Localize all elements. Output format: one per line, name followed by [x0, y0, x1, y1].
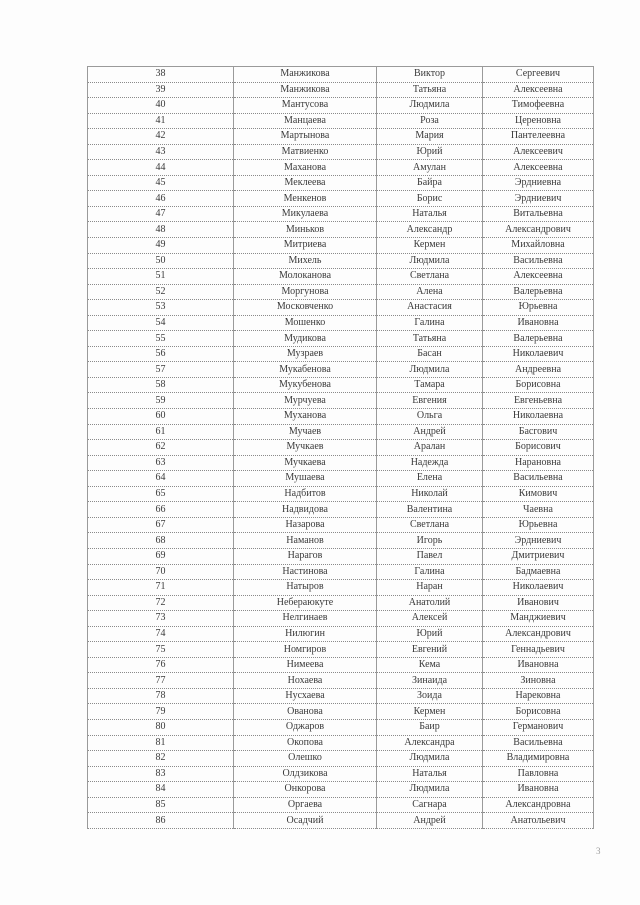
row-number-cell: 39 [88, 82, 234, 98]
first-name-cell: Кермен [377, 704, 483, 720]
last-name-cell: Манжикова [234, 82, 377, 98]
patronymic-cell: Бадмаевна [483, 564, 594, 580]
row-number-cell: 62 [88, 440, 234, 456]
patronymic-cell: Алексеевич [483, 144, 594, 160]
row-number-cell: 44 [88, 160, 234, 176]
last-name-cell: Надбитов [234, 486, 377, 502]
table-row [88, 782, 594, 798]
patronymic-cell: Эрдниевич [483, 191, 594, 207]
first-name-cell: Виктор [377, 67, 483, 83]
patronymic-cell: Витальевна [483, 206, 594, 222]
first-name-cell: Анастасия [377, 300, 483, 316]
table-row [88, 611, 594, 627]
last-name-cell: Молоканова [234, 269, 377, 285]
row-number-cell: 77 [88, 673, 234, 689]
table-row [88, 206, 594, 222]
patronymic-cell: Михайловна [483, 238, 594, 254]
row-number-cell: 75 [88, 642, 234, 658]
first-name-cell: Кема [377, 657, 483, 673]
last-name-cell: Мучкаева [234, 455, 377, 471]
first-name-cell: Алексей [377, 611, 483, 627]
last-name-cell: Митриева [234, 238, 377, 254]
row-number-cell: 65 [88, 486, 234, 502]
first-name-cell: Валентина [377, 502, 483, 518]
row-number-cell: 45 [88, 175, 234, 191]
patronymic-cell: Ивановна [483, 782, 594, 798]
last-name-cell: Настинова [234, 564, 377, 580]
first-name-cell: Евгения [377, 393, 483, 409]
table-row [88, 580, 594, 596]
table-row [88, 440, 594, 456]
table-row [88, 98, 594, 114]
last-name-cell: Менкенов [234, 191, 377, 207]
first-name-cell: Тамара [377, 377, 483, 393]
table-row [88, 455, 594, 471]
row-number-cell: 64 [88, 471, 234, 487]
patronymic-cell: Алексеевна [483, 269, 594, 285]
table-row [88, 393, 594, 409]
patronymic-cell: Васильевна [483, 471, 594, 487]
row-number-cell: 54 [88, 315, 234, 331]
table-row [88, 113, 594, 129]
patronymic-cell: Павловна [483, 766, 594, 782]
first-name-cell: Юрий [377, 626, 483, 642]
row-number-cell: 80 [88, 719, 234, 735]
table-row [88, 191, 594, 207]
table-row [88, 642, 594, 658]
row-number-cell: 46 [88, 191, 234, 207]
last-name-cell: Матвиенко [234, 144, 377, 160]
table-row [88, 253, 594, 269]
row-number-cell: 58 [88, 377, 234, 393]
first-name-cell: Татьяна [377, 331, 483, 347]
last-name-cell: Муханова [234, 409, 377, 425]
page-number: 3 [596, 846, 601, 856]
last-name-cell: Надвидова [234, 502, 377, 518]
patronymic-cell: Ивановна [483, 315, 594, 331]
table-row [88, 409, 594, 425]
first-name-cell: Игорь [377, 533, 483, 549]
first-name-cell: Наталья [377, 206, 483, 222]
last-name-cell: Мучкаев [234, 440, 377, 456]
first-name-cell: Андрей [377, 813, 483, 829]
patronymic-cell: Александрович [483, 222, 594, 238]
table-row [88, 377, 594, 393]
row-number-cell: 86 [88, 813, 234, 829]
first-name-cell: Светлана [377, 517, 483, 533]
last-name-cell: Мушаева [234, 471, 377, 487]
first-name-cell: Кермен [377, 238, 483, 254]
table-row [88, 751, 594, 767]
patronymic-cell: Иванович [483, 595, 594, 611]
patronymic-cell: Валерьевна [483, 331, 594, 347]
table-row [88, 626, 594, 642]
patronymic-cell: Евгеньевна [483, 393, 594, 409]
last-name-cell: Мучаев [234, 424, 377, 440]
first-name-cell: Александра [377, 735, 483, 751]
table-row [88, 486, 594, 502]
table-row [88, 502, 594, 518]
row-number-cell: 85 [88, 797, 234, 813]
first-name-cell: Наталья [377, 766, 483, 782]
last-name-cell: Номгиров [234, 642, 377, 658]
table-row [88, 175, 594, 191]
first-name-cell: Борис [377, 191, 483, 207]
last-name-cell: Манцаева [234, 113, 377, 129]
row-number-cell: 43 [88, 144, 234, 160]
first-name-cell: Людмила [377, 751, 483, 767]
row-number-cell: 63 [88, 455, 234, 471]
first-name-cell: Галина [377, 315, 483, 331]
patronymic-cell: Кимович [483, 486, 594, 502]
table-row [88, 673, 594, 689]
row-number-cell: 51 [88, 269, 234, 285]
patronymic-cell: Нарековна [483, 688, 594, 704]
row-number-cell: 56 [88, 346, 234, 362]
first-name-cell: Людмила [377, 362, 483, 378]
last-name-cell: Олдзикова [234, 766, 377, 782]
row-number-cell: 47 [88, 206, 234, 222]
last-name-cell: Маханова [234, 160, 377, 176]
last-name-cell: Олешко [234, 751, 377, 767]
first-name-cell: Анатолий [377, 595, 483, 611]
last-name-cell: Наманов [234, 533, 377, 549]
row-number-cell: 74 [88, 626, 234, 642]
table-row [88, 362, 594, 378]
table-row [88, 704, 594, 720]
patronymic-cell: Алексеевна [483, 160, 594, 176]
table-row [88, 517, 594, 533]
last-name-cell: Мантусова [234, 98, 377, 114]
first-name-cell: Сагнара [377, 797, 483, 813]
table-row [88, 548, 594, 564]
table-row [88, 424, 594, 440]
roster-table [87, 66, 594, 829]
last-name-cell: Нарагов [234, 548, 377, 564]
table-row [88, 471, 594, 487]
last-name-cell: Нусхаева [234, 688, 377, 704]
last-name-cell: Нимеева [234, 657, 377, 673]
first-name-cell: Наран [377, 580, 483, 596]
table-row [88, 595, 594, 611]
table-row [88, 813, 594, 829]
row-number-cell: 68 [88, 533, 234, 549]
patronymic-cell: Андреевна [483, 362, 594, 378]
table-row [88, 160, 594, 176]
patronymic-cell: Юрьевна [483, 517, 594, 533]
row-number-cell: 81 [88, 735, 234, 751]
last-name-cell: Нохаева [234, 673, 377, 689]
row-number-cell: 61 [88, 424, 234, 440]
last-name-cell: Мудикова [234, 331, 377, 347]
row-number-cell: 48 [88, 222, 234, 238]
last-name-cell: Натыров [234, 580, 377, 596]
table-row [88, 222, 594, 238]
patronymic-cell: Дмитриевич [483, 548, 594, 564]
patronymic-cell: Зиновна [483, 673, 594, 689]
last-name-cell: Оджаров [234, 719, 377, 735]
row-number-cell: 66 [88, 502, 234, 518]
first-name-cell: Людмила [377, 782, 483, 798]
first-name-cell: Павел [377, 548, 483, 564]
row-number-cell: 50 [88, 253, 234, 269]
row-number-cell: 72 [88, 595, 234, 611]
last-name-cell: Мукубенова [234, 377, 377, 393]
row-number-cell: 57 [88, 362, 234, 378]
row-number-cell: 41 [88, 113, 234, 129]
table-row [88, 688, 594, 704]
last-name-cell: Небераюкуте [234, 595, 377, 611]
table-row [88, 284, 594, 300]
first-name-cell: Басан [377, 346, 483, 362]
table-row [88, 238, 594, 254]
row-number-cell: 55 [88, 331, 234, 347]
table-row [88, 144, 594, 160]
row-number-cell: 40 [88, 98, 234, 114]
table-row [88, 67, 594, 83]
first-name-cell: Ольга [377, 409, 483, 425]
row-number-cell: 52 [88, 284, 234, 300]
row-number-cell: 84 [88, 782, 234, 798]
table-row [88, 129, 594, 145]
patronymic-cell: Александровна [483, 797, 594, 813]
first-name-cell: Галина [377, 564, 483, 580]
last-name-cell: Нелгинаев [234, 611, 377, 627]
first-name-cell: Евгений [377, 642, 483, 658]
patronymic-cell: Николаевич [483, 346, 594, 362]
last-name-cell: Миньков [234, 222, 377, 238]
patronymic-cell: Ивановна [483, 657, 594, 673]
first-name-cell: Людмила [377, 98, 483, 114]
table-row [88, 533, 594, 549]
row-number-cell: 38 [88, 67, 234, 83]
table-row [88, 657, 594, 673]
row-number-cell: 82 [88, 751, 234, 767]
last-name-cell: Осадчий [234, 813, 377, 829]
table-row [88, 564, 594, 580]
last-name-cell: Окопова [234, 735, 377, 751]
first-name-cell: Николай [377, 486, 483, 502]
row-number-cell: 76 [88, 657, 234, 673]
last-name-cell: Манжикова [234, 67, 377, 83]
table-row [88, 300, 594, 316]
patronymic-cell: Тимофеевна [483, 98, 594, 114]
last-name-cell: Мурчуева [234, 393, 377, 409]
patronymic-cell: Алексеевна [483, 82, 594, 98]
patronymic-cell: Эрдниевна [483, 175, 594, 191]
last-name-cell: Оргаева [234, 797, 377, 813]
patronymic-cell: Эрдниевич [483, 533, 594, 549]
row-number-cell: 71 [88, 580, 234, 596]
patronymic-cell: Нарановна [483, 455, 594, 471]
patronymic-cell: Николаевна [483, 409, 594, 425]
first-name-cell: Алена [377, 284, 483, 300]
first-name-cell: Светлана [377, 269, 483, 285]
patronymic-cell: Пантелеевна [483, 129, 594, 145]
patronymic-cell: Борисовна [483, 704, 594, 720]
first-name-cell: Зинаида [377, 673, 483, 689]
patronymic-cell: Юрьевна [483, 300, 594, 316]
row-number-cell: 79 [88, 704, 234, 720]
row-number-cell: 83 [88, 766, 234, 782]
row-number-cell: 69 [88, 548, 234, 564]
first-name-cell: Мария [377, 129, 483, 145]
patronymic-cell: Владимировна [483, 751, 594, 767]
first-name-cell: Татьяна [377, 82, 483, 98]
patronymic-cell: Анатольевич [483, 813, 594, 829]
last-name-cell: Моргунова [234, 284, 377, 300]
first-name-cell: Людмила [377, 253, 483, 269]
table-row [88, 797, 594, 813]
first-name-cell: Александр [377, 222, 483, 238]
row-number-cell: 73 [88, 611, 234, 627]
patronymic-cell: Басгович [483, 424, 594, 440]
last-name-cell: Микулаева [234, 206, 377, 222]
row-number-cell: 49 [88, 238, 234, 254]
table-row [88, 735, 594, 751]
patronymic-cell: Геннадьевич [483, 642, 594, 658]
roster-body [88, 67, 594, 829]
last-name-cell: Музраев [234, 346, 377, 362]
patronymic-cell: Борисовна [483, 377, 594, 393]
first-name-cell: Елена [377, 471, 483, 487]
last-name-cell: Мукабенова [234, 362, 377, 378]
row-number-cell: 42 [88, 129, 234, 145]
first-name-cell: Юрий [377, 144, 483, 160]
row-number-cell: 70 [88, 564, 234, 580]
last-name-cell: Ованова [234, 704, 377, 720]
patronymic-cell: Сергеевич [483, 67, 594, 83]
row-number-cell: 59 [88, 393, 234, 409]
table-row [88, 82, 594, 98]
first-name-cell: Баир [377, 719, 483, 735]
first-name-cell: Амулан [377, 160, 483, 176]
row-number-cell: 60 [88, 409, 234, 425]
first-name-cell: Байра [377, 175, 483, 191]
row-number-cell: 78 [88, 688, 234, 704]
last-name-cell: Нилюгин [234, 626, 377, 642]
first-name-cell: Роза [377, 113, 483, 129]
table-row [88, 269, 594, 285]
patronymic-cell: Васильевна [483, 735, 594, 751]
patronymic-cell: Чаевна [483, 502, 594, 518]
patronymic-cell: Николаевич [483, 580, 594, 596]
table-row [88, 346, 594, 362]
last-name-cell: Мошенко [234, 315, 377, 331]
table-row [88, 719, 594, 735]
patronymic-cell: Цереновна [483, 113, 594, 129]
first-name-cell: Зоида [377, 688, 483, 704]
table-row [88, 331, 594, 347]
patronymic-cell: Борисович [483, 440, 594, 456]
row-number-cell: 67 [88, 517, 234, 533]
first-name-cell: Аралан [377, 440, 483, 456]
first-name-cell: Надежда [377, 455, 483, 471]
last-name-cell: Назарова [234, 517, 377, 533]
row-number-cell: 53 [88, 300, 234, 316]
patronymic-cell: Германович [483, 719, 594, 735]
first-name-cell: Андрей [377, 424, 483, 440]
last-name-cell: Московченко [234, 300, 377, 316]
last-name-cell: Михель [234, 253, 377, 269]
last-name-cell: Мартынова [234, 129, 377, 145]
patronymic-cell: Васильевна [483, 253, 594, 269]
last-name-cell: Онкорова [234, 782, 377, 798]
patronymic-cell: Манджиевич [483, 611, 594, 627]
patronymic-cell: Валерьевна [483, 284, 594, 300]
table-row [88, 315, 594, 331]
table-row [88, 766, 594, 782]
last-name-cell: Меклеева [234, 175, 377, 191]
patronymic-cell: Александрович [483, 626, 594, 642]
